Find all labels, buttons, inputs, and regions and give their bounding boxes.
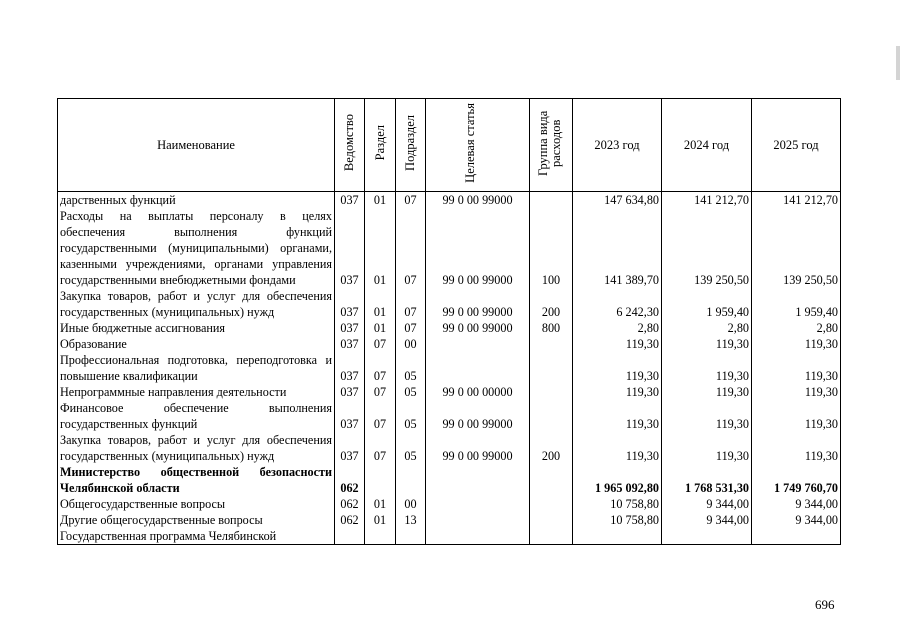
header-2023: 2023 год bbox=[573, 99, 662, 192]
header-celevaya-statya: Целевая статья bbox=[426, 99, 530, 192]
row-name: Образование bbox=[58, 336, 335, 352]
table-row bbox=[58, 432, 841, 464]
row-vedomstvo: 062 bbox=[335, 512, 365, 528]
row-value-2025: 1 749 760,70 bbox=[752, 464, 841, 496]
row-gruppa bbox=[530, 496, 573, 512]
row-podrazdel: 07 bbox=[396, 208, 426, 288]
row-celevaya-statya: 99 0 00 99000 bbox=[426, 288, 530, 320]
row-celevaya-statya bbox=[426, 512, 530, 528]
row-podrazdel: 05 bbox=[396, 352, 426, 384]
row-vedomstvo: 037 bbox=[335, 384, 365, 400]
row-gruppa bbox=[530, 512, 573, 528]
row-razdel: 01 bbox=[365, 320, 396, 336]
row-value-2025: 119,30 bbox=[752, 336, 841, 352]
row-vedomstvo: 037 bbox=[335, 352, 365, 384]
row-celevaya-statya bbox=[426, 336, 530, 352]
table-header bbox=[58, 99, 841, 192]
table-body bbox=[58, 192, 841, 545]
row-value-2023: 10 758,80 bbox=[573, 496, 662, 512]
row-name: Министерство общественной безопасности Челябинской области bbox=[58, 464, 335, 496]
row-value-2023: 1 965 092,80 bbox=[573, 464, 662, 496]
row-value-2025: 119,30 bbox=[752, 352, 841, 384]
header-name: Наименование bbox=[58, 99, 335, 192]
row-vedomstvo bbox=[335, 528, 365, 545]
table-row bbox=[58, 320, 841, 336]
header-2025: 2025 год bbox=[752, 99, 841, 192]
row-value-2024: 1 959,40 bbox=[662, 288, 752, 320]
row-celevaya-statya: 99 0 00 99000 bbox=[426, 208, 530, 288]
row-name: Общегосударственные вопросы bbox=[58, 496, 335, 512]
table-row bbox=[58, 496, 841, 512]
row-gruppa: 200 bbox=[530, 432, 573, 464]
budget-table bbox=[57, 98, 841, 545]
row-razdel bbox=[365, 528, 396, 545]
row-value-2024: 119,30 bbox=[662, 336, 752, 352]
row-gruppa: 800 bbox=[530, 320, 573, 336]
row-podrazdel bbox=[396, 528, 426, 545]
row-name: Другие общегосударственные вопросы bbox=[58, 512, 335, 528]
row-value-2025: 9 344,00 bbox=[752, 512, 841, 528]
header-vedomstvo: Ведомство bbox=[335, 99, 365, 192]
row-vedomstvo: 037 bbox=[335, 400, 365, 432]
row-value-2024: 2,80 bbox=[662, 320, 752, 336]
row-vedomstvo: 037 bbox=[335, 288, 365, 320]
table-row bbox=[58, 400, 841, 432]
row-value-2024: 139 250,50 bbox=[662, 208, 752, 288]
row-razdel: 07 bbox=[365, 384, 396, 400]
row-podrazdel: 13 bbox=[396, 512, 426, 528]
row-razdel: 01 bbox=[365, 496, 396, 512]
row-vedomstvo: 037 bbox=[335, 336, 365, 352]
row-value-2025: 141 212,70 bbox=[752, 192, 841, 209]
row-celevaya-statya bbox=[426, 528, 530, 545]
table-row bbox=[58, 352, 841, 384]
row-podrazdel: 07 bbox=[396, 320, 426, 336]
row-value-2025: 119,30 bbox=[752, 384, 841, 400]
row-vedomstvo: 062 bbox=[335, 496, 365, 512]
page-edge-mark bbox=[896, 46, 900, 80]
row-value-2025 bbox=[752, 528, 841, 545]
row-vedomstvo: 037 bbox=[335, 432, 365, 464]
row-celevaya-statya bbox=[426, 496, 530, 512]
row-name: Профессиональная подготовка, переподготовка и повышение квалификации bbox=[58, 352, 335, 384]
row-value-2023: 141 389,70 bbox=[573, 208, 662, 288]
row-razdel: 01 bbox=[365, 512, 396, 528]
row-value-2023: 2,80 bbox=[573, 320, 662, 336]
row-celevaya-statya: 99 0 00 99000 bbox=[426, 192, 530, 209]
row-celevaya-statya: 99 0 00 99000 bbox=[426, 320, 530, 336]
row-gruppa: 100 bbox=[530, 208, 573, 288]
header-podrazdel: Подраздел bbox=[396, 99, 426, 192]
row-vedomstvo: 062 bbox=[335, 464, 365, 496]
row-value-2025: 139 250,50 bbox=[752, 208, 841, 288]
table-row bbox=[58, 384, 841, 400]
row-name: Расходы на выплаты персоналу в целях обеспечения выполнения функций государственными (муниципальными) органами, казенными учреждениями, органами управления государственными внебюджетными фондами bbox=[58, 208, 335, 288]
row-value-2024: 119,30 bbox=[662, 384, 752, 400]
row-razdel: 07 bbox=[365, 336, 396, 352]
row-name: Иные бюджетные ассигнования bbox=[58, 320, 335, 336]
row-vedomstvo: 037 bbox=[335, 320, 365, 336]
row-podrazdel: 00 bbox=[396, 336, 426, 352]
row-value-2025: 119,30 bbox=[752, 400, 841, 432]
row-name: Финансовое обеспечение выполнения государственных функций bbox=[58, 400, 335, 432]
row-name: дарственных функций bbox=[58, 192, 335, 209]
row-value-2025: 119,30 bbox=[752, 432, 841, 464]
row-gruppa: 200 bbox=[530, 288, 573, 320]
row-value-2023: 119,30 bbox=[573, 336, 662, 352]
table-row bbox=[58, 336, 841, 352]
row-podrazdel: 05 bbox=[396, 400, 426, 432]
header-2024: 2024 год bbox=[662, 99, 752, 192]
row-razdel bbox=[365, 464, 396, 496]
table-row bbox=[58, 464, 841, 496]
row-value-2023: 119,30 bbox=[573, 400, 662, 432]
table-row bbox=[58, 208, 841, 288]
row-gruppa bbox=[530, 400, 573, 432]
row-vedomstvo: 037 bbox=[335, 192, 365, 209]
row-gruppa bbox=[530, 336, 573, 352]
row-podrazdel: 05 bbox=[396, 432, 426, 464]
row-razdel: 01 bbox=[365, 208, 396, 288]
row-value-2023: 6 242,30 bbox=[573, 288, 662, 320]
row-value-2024 bbox=[662, 528, 752, 545]
header-razdel: Раздел bbox=[365, 99, 396, 192]
row-value-2023: 119,30 bbox=[573, 432, 662, 464]
row-value-2023 bbox=[573, 528, 662, 545]
table-row bbox=[58, 192, 841, 209]
row-value-2024: 1 768 531,30 bbox=[662, 464, 752, 496]
row-celevaya-statya: 99 0 00 00000 bbox=[426, 384, 530, 400]
table-row bbox=[58, 528, 841, 545]
row-value-2024: 119,30 bbox=[662, 432, 752, 464]
row-podrazdel bbox=[396, 464, 426, 496]
row-podrazdel: 05 bbox=[396, 384, 426, 400]
row-name: Закупка товаров, работ и услуг для обеспечения государственных (муниципальных) нужд bbox=[58, 288, 335, 320]
row-razdel: 07 bbox=[365, 432, 396, 464]
row-razdel: 07 bbox=[365, 400, 396, 432]
table-row bbox=[58, 512, 841, 528]
row-value-2024: 9 344,00 bbox=[662, 512, 752, 528]
row-value-2024: 9 344,00 bbox=[662, 496, 752, 512]
row-value-2024: 119,30 bbox=[662, 400, 752, 432]
row-name: Непрограммные направления деятельности bbox=[58, 384, 335, 400]
row-value-2025: 2,80 bbox=[752, 320, 841, 336]
row-value-2025: 9 344,00 bbox=[752, 496, 841, 512]
row-podrazdel: 07 bbox=[396, 288, 426, 320]
page-number: 696 bbox=[815, 597, 835, 612]
row-value-2023: 119,30 bbox=[573, 384, 662, 400]
row-razdel: 07 bbox=[365, 352, 396, 384]
header-gruppa-vida-rashodov: Группа вида расходов bbox=[530, 99, 573, 192]
row-gruppa bbox=[530, 352, 573, 384]
row-name: Государственная программа Челябинской bbox=[58, 528, 335, 545]
row-razdel: 01 bbox=[365, 288, 396, 320]
row-celevaya-statya bbox=[426, 352, 530, 384]
row-gruppa bbox=[530, 384, 573, 400]
row-value-2023: 119,30 bbox=[573, 352, 662, 384]
row-value-2024: 141 212,70 bbox=[662, 192, 752, 209]
row-name: Закупка товаров, работ и услуг для обеспечения государственных (муниципальных) нужд bbox=[58, 432, 335, 464]
row-gruppa bbox=[530, 192, 573, 209]
row-value-2023: 10 758,80 bbox=[573, 512, 662, 528]
row-gruppa bbox=[530, 528, 573, 545]
row-razdel: 01 bbox=[365, 192, 396, 209]
table-row bbox=[58, 288, 841, 320]
row-celevaya-statya bbox=[426, 464, 530, 496]
row-celevaya-statya: 99 0 00 99000 bbox=[426, 432, 530, 464]
row-value-2023: 147 634,80 bbox=[573, 192, 662, 209]
row-value-2025: 1 959,40 bbox=[752, 288, 841, 320]
row-vedomstvo: 037 bbox=[335, 208, 365, 288]
row-value-2024: 119,30 bbox=[662, 352, 752, 384]
row-celevaya-statya: 99 0 00 99000 bbox=[426, 400, 530, 432]
row-podrazdel: 07 bbox=[396, 192, 426, 209]
row-gruppa bbox=[530, 464, 573, 496]
row-podrazdel: 00 bbox=[396, 496, 426, 512]
